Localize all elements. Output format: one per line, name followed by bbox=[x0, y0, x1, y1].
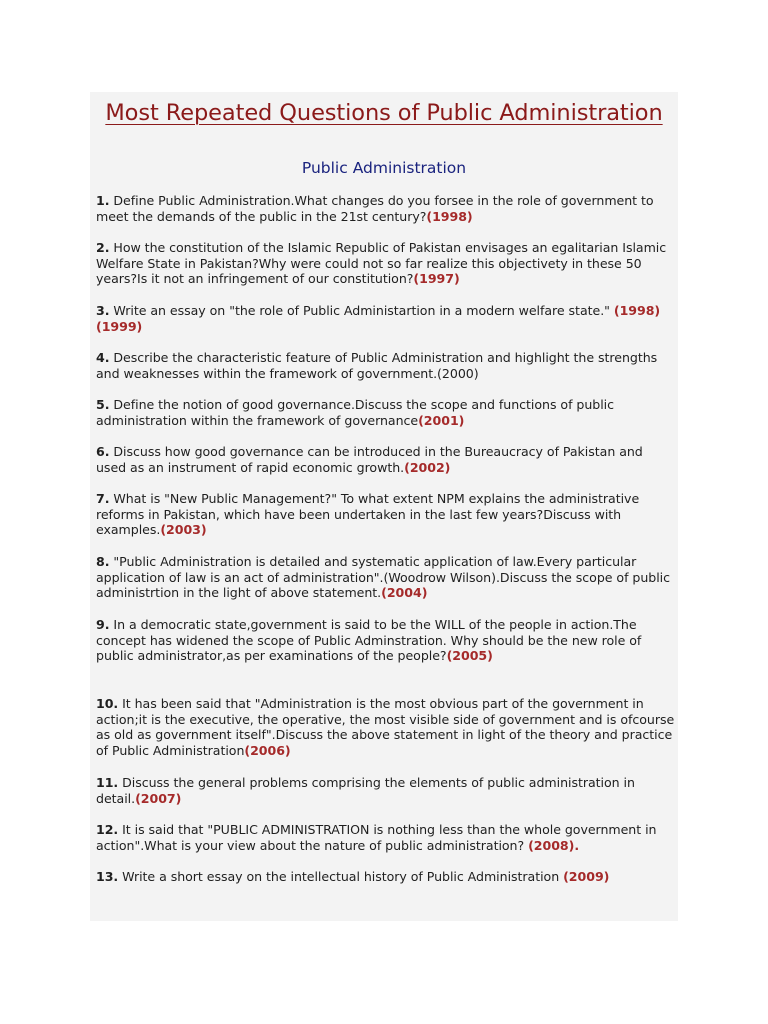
question-year: (1998) bbox=[426, 208, 473, 224]
question-item bbox=[96, 554, 676, 601]
question-year: (1998) (1999) bbox=[96, 303, 661, 334]
question-year: (2005) bbox=[446, 648, 493, 664]
question-item bbox=[96, 869, 676, 885]
question-number: 7. bbox=[96, 491, 110, 506]
question-number: 4. bbox=[96, 350, 110, 365]
question-text: What is "New Public Management?" To what extent NPM explains the administrative reforms in Pakistan, which have been undertaken in the last few years?Discuss with examples. bbox=[96, 491, 640, 538]
section-heading: Public Administration bbox=[301, 159, 467, 177]
question-number: 2. bbox=[96, 240, 110, 255]
question-item bbox=[96, 397, 676, 428]
question-item bbox=[96, 444, 676, 475]
page-title: Most Repeated Questions of Public Administration bbox=[105, 100, 663, 126]
question-item bbox=[96, 775, 676, 806]
question-text: Describe the characteristic feature of Public Administration and highlight the strengths and weaknesses within the framework of government.(2000) bbox=[96, 350, 658, 381]
question-number: 3. bbox=[96, 303, 110, 318]
question-year: (2006) bbox=[244, 742, 291, 758]
question-text: It is said that "PUBLIC ADMINISTRATION is nothing less than the whole government in action".What is your view about the nature of public administration? bbox=[96, 822, 657, 853]
question-item bbox=[96, 240, 676, 287]
question-item bbox=[96, 193, 676, 224]
question-number: 6. bbox=[96, 444, 110, 459]
question-year: (2007) bbox=[135, 790, 182, 806]
question-number: 9. bbox=[96, 617, 110, 632]
question-text: How the constitution of the Islamic Republic of Pakistan envisages an egalitarian Islamic Welfare State in Pakistan?Why were could not so far realize this objectivety in these 50 years?Is it not an infringement of our constitution? bbox=[96, 240, 667, 287]
question-item bbox=[96, 303, 676, 334]
question-year: (2003) bbox=[160, 522, 207, 538]
question-text: Discuss how good governance can be introduced in the Bureaucracy of Pakistan and used as an instrument of rapid economic growth. bbox=[96, 444, 643, 475]
question-text: Define Public Administration.What changes do you forsee in the role of government to meet the demands of the public in the 21st century? bbox=[96, 193, 654, 224]
question-number: 1. bbox=[96, 193, 110, 208]
question-item bbox=[96, 350, 676, 381]
question-item bbox=[96, 617, 676, 664]
question-item bbox=[96, 491, 676, 538]
question-text: Define the notion of good governance.Discuss the scope and functions of public administration within the framework of governance bbox=[96, 397, 614, 428]
question-number: 10. bbox=[96, 696, 119, 711]
question-year: (2009) bbox=[563, 869, 610, 884]
question-number: 11. bbox=[96, 775, 119, 790]
question-item bbox=[96, 696, 676, 758]
question-number: 13. bbox=[96, 869, 119, 884]
question-text: Write an essay on "the role of Public Administartion in a modern welfare state." bbox=[109, 303, 614, 318]
question-text: It has been said that "Administration is the most obvious part of the government in action;it is the executive, the operative, the most visible side of government and is ofcourse as old as government itself".Discuss the above statement in light of the theory and practice of Public Administration bbox=[96, 696, 675, 758]
question-year: (2004) bbox=[381, 585, 428, 601]
question-year: (2002) bbox=[404, 459, 451, 475]
question-year: (2001) bbox=[418, 412, 465, 428]
question-year: (2008). bbox=[528, 837, 580, 853]
question-number: 5. bbox=[96, 397, 110, 412]
question-year: (1997) bbox=[413, 271, 460, 287]
question-text: Discuss the general problems comprising the elements of public administration in detail. bbox=[96, 775, 635, 806]
question-item bbox=[96, 822, 676, 853]
question-text: "Public Administration is detailed and systematic application of law.Every particular application of law is an act of administration".(Woodrow Wilson).Discuss the scope of public administrtion in the light of above statement. bbox=[96, 554, 671, 601]
question-text: Write a short essay on the intellectual history of Public Administration bbox=[118, 869, 564, 884]
question-text: In a democratic state,government is said to be the WILL of the people in action.The concept has widened the scope of Public Adminstration. Why should be the new role of public administrator,as per examinations of the people? bbox=[96, 617, 642, 664]
question-number: 8. bbox=[96, 554, 110, 569]
question-number: 12. bbox=[96, 822, 119, 837]
